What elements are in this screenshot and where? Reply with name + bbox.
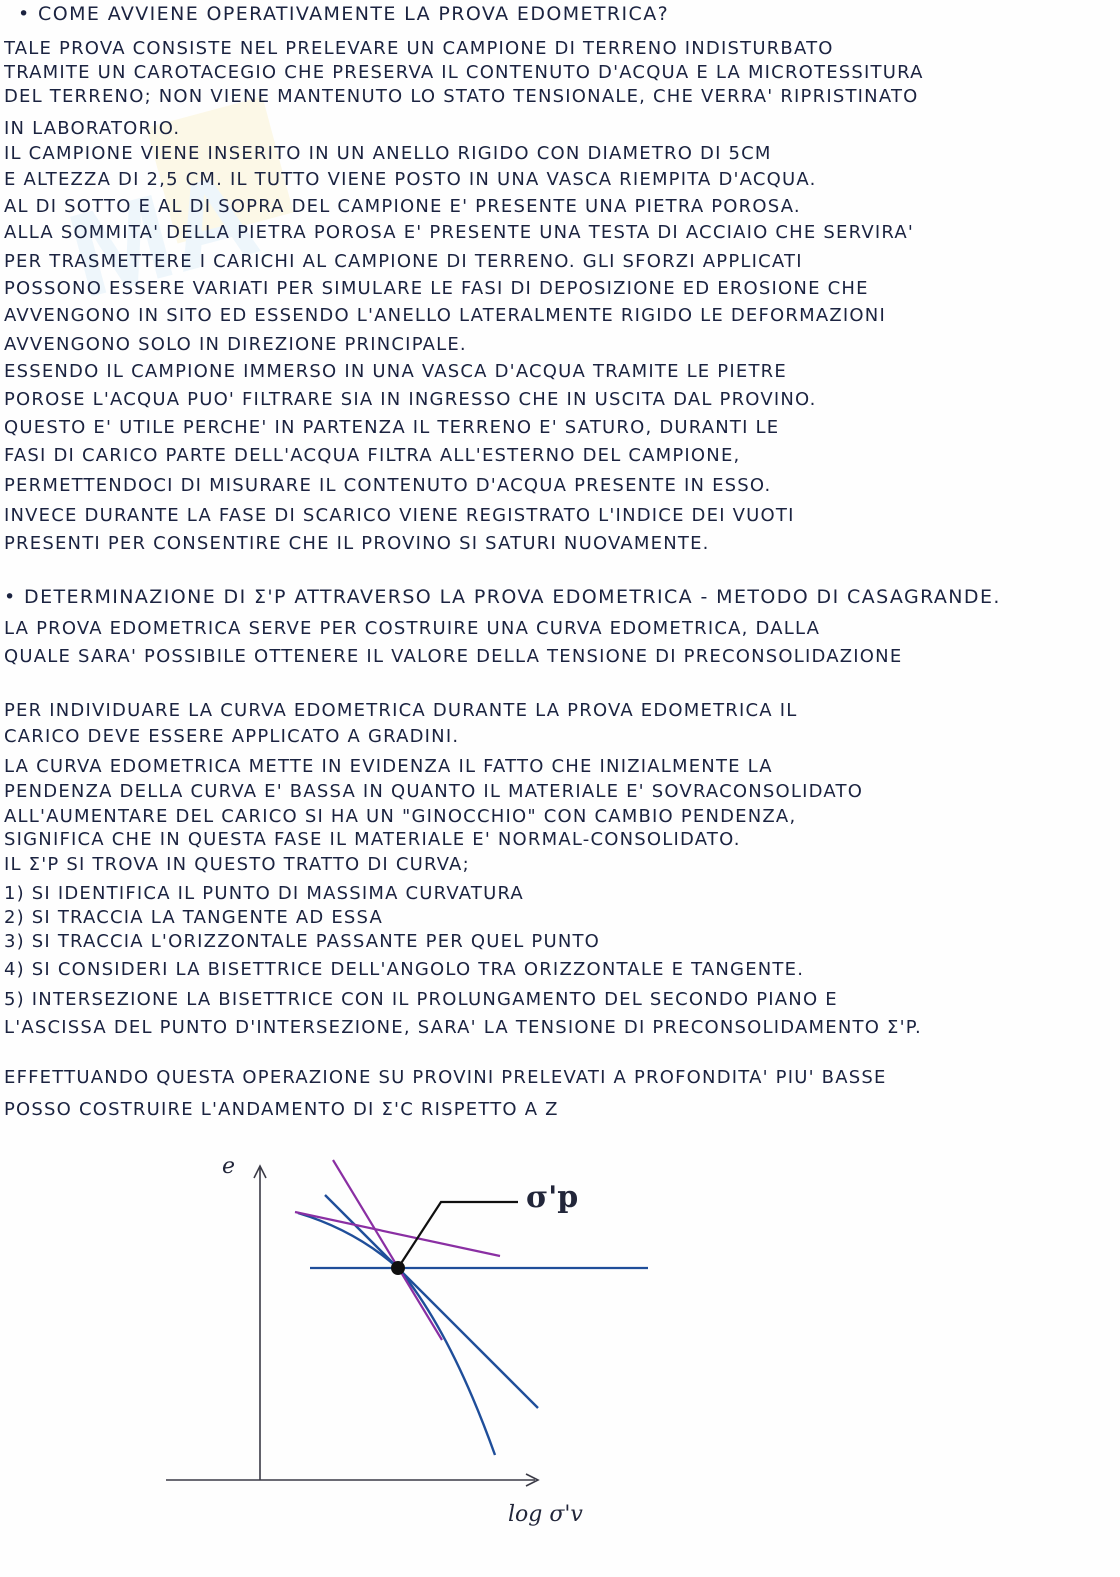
- text-line: ALL'AUMENTARE DEL CARICO SI HA UN "GINOCCHIO" CON CAMBIO PENDENZA,: [4, 806, 797, 827]
- y-axis-label: e: [222, 1154, 236, 1179]
- text-line: POSSO COSTRUIRE L'ANDAMENTO DI Σ'C RISPETTO A Z: [4, 1099, 559, 1120]
- bisector-line: [333, 1160, 442, 1340]
- text-line: TALE PROVA CONSISTE NEL PRELEVARE UN CAMPIONE DI TERRENO INDISTURBATO: [4, 38, 834, 59]
- text-line: IL Σ'P SI TROVA IN QUESTO TRATTO DI CURVA;: [4, 854, 470, 875]
- text-line: POSSONO ESSERE VARIATI PER SIMULARE LE FASI DI DEPOSIZIONE ED EROSIONE CHE: [4, 278, 869, 299]
- text-line: LA CURVA EDOMETRICA METTE IN EVIDENZA IL FATTO CHE INIZIALMENTE LA: [4, 756, 773, 777]
- text-line: SIGNIFICA CHE IN QUESTA FASE IL MATERIALE E' NORMAL-CONSOLIDATO.: [4, 829, 741, 850]
- text-line: PER INDIVIDUARE LA CURVA EDOMETRICA DURANTE LA PROVA EDOMETRICA IL: [4, 700, 798, 721]
- text-line: ESSENDO IL CAMPIONE IMMERSO IN UNA VASCA D'ACQUA TRAMITE LE PIETRE: [4, 361, 787, 382]
- step-item: 3) SI TRACCIA L'ORIZZONTALE PASSANTE PER QUEL PUNTO: [4, 931, 601, 952]
- step-item: 1) SI IDENTIFICA IL PUNTO DI MASSIMA CURVATURA: [4, 883, 524, 904]
- text-line: EFFETTUANDO QUESTA OPERAZIONE SU PROVINI PRELEVATI A PROFONDITA' PIU' BASSE: [4, 1067, 887, 1088]
- text-line: PER TRASMETTERE I CARICHI AL CAMPIONE DI TERRENO. GLI SFORZI APPLICATI: [4, 251, 803, 272]
- text-line: PERMETTENDOCI DI MISURARE IL CONTENUTO D'ACQUA PRESENTE IN ESSO.: [4, 475, 772, 496]
- text-line: TRAMITE UN CAROTACEGIO CHE PRESERVA IL CONTENUTO D'ACQUA E LA MICROTESSITURA: [4, 62, 924, 83]
- text-line: E ALTEZZA DI 2,5 CM. IL TUTTO VIENE POSTO IN UNA VASCA RIEMPITA D'ACQUA.: [4, 169, 817, 190]
- point-label: σ'p: [526, 1180, 579, 1215]
- step-item: 5) INTERSEZIONE LA BISETTRICE CON IL PROLUNGAMENTO DEL SECONDO PIANO E: [4, 989, 838, 1010]
- text-line: PENDENZA DELLA CURVA E' BASSA IN QUANTO IL MATERIALE E' SOVRACONSOLIDATO: [4, 781, 864, 802]
- x-axis-label: log σ'v: [508, 1502, 583, 1527]
- text-line: IL CAMPIONE VIENE INSERITO IN UN ANELLO RIGIDO CON DIAMETRO DI 5CM: [4, 143, 772, 164]
- section-heading-operativa: • COME AVVIENE OPERATIVAMENTE LA PROVA EDOMETRICA?: [18, 3, 670, 25]
- text-line: QUESTO E' UTILE PERCHE' IN PARTENZA IL TERRENO E' SATURO, DURANTI LE: [4, 417, 780, 438]
- label-leader-line: [398, 1202, 518, 1268]
- section-heading-casagrande: • DETERMINAZIONE DI Σ'P ATTRAVERSO LA PROVA EDOMETRICA - METODO DI CASAGRANDE.: [4, 586, 1001, 608]
- step-item: L'ASCISSA DEL PUNTO D'INTERSEZIONE, SARA' LA TENSIONE DI PRECONSOLIDAMENTO Σ'P.: [4, 1017, 922, 1038]
- text-line: INVECE DURANTE LA FASE DI SCARICO VIENE REGISTRATO L'INDICE DEI VUOTI: [4, 505, 795, 526]
- text-line: ALLA SOMMITA' DELLA PIETRA POROSA E' PRESENTE UNA TESTA DI ACCIAIO CHE SERVIRA': [4, 222, 914, 243]
- step-item: 2) SI TRACCIA LA TANGENTE AD ESSA: [4, 907, 383, 928]
- diagram-canvas: [150, 1150, 710, 1570]
- text-line: PRESENTI PER CONSENTIRE CHE IL PROVINO SI SATURI NUOVAMENTE.: [4, 533, 710, 554]
- text-line: LA PROVA EDOMETRICA SERVE PER COSTRUIRE UNA CURVA EDOMETRICA, DALLA: [4, 618, 821, 639]
- virgin-extension-line: [295, 1212, 500, 1256]
- text-line: DEL TERRENO; NON VIENE MANTENUTO LO STATO TENSIONALE, CHE VERRA' RIPRISTINATO: [4, 86, 919, 107]
- svg-text:MA: MA: [55, 145, 271, 324]
- text-line: QUALE SARA' POSSIBILE OTTENERE IL VALORE DELLA TENSIONE DI PRECONSOLIDAZIONE: [4, 646, 903, 667]
- text-line: AVVENGONO SOLO IN DIREZIONE PRINCIPALE.: [4, 334, 467, 355]
- text-line: POROSE L'ACQUA PUO' FILTRARE SIA IN INGRESSO CHE IN USCITA DAL PROVINO.: [4, 389, 817, 410]
- text-line: AVVENGONO IN SITO ED ESSENDO L'ANELLO LATERALMENTE RIGIDO LE DEFORMAZIONI: [4, 305, 886, 326]
- casagrande-diagram: [150, 1150, 710, 1570]
- tangent-line: [325, 1195, 538, 1408]
- step-item: 4) SI CONSIDERI LA BISETTRICE DELL'ANGOLO TRA ORIZZONTALE E TANGENTE.: [4, 959, 805, 980]
- text-line: FASI DI CARICO PARTE DELL'ACQUA FILTRA ALL'ESTERNO DEL CAMPIONE,: [4, 445, 741, 466]
- text-line: CARICO DEVE ESSERE APPLICATO A GRADINI.: [4, 726, 460, 747]
- text-line: IN LABORATORIO.: [4, 118, 181, 139]
- text-line: AL DI SOTTO E AL DI SOPRA DEL CAMPIONE E' PRESENTE UNA PIETRA POROSA.: [4, 196, 801, 217]
